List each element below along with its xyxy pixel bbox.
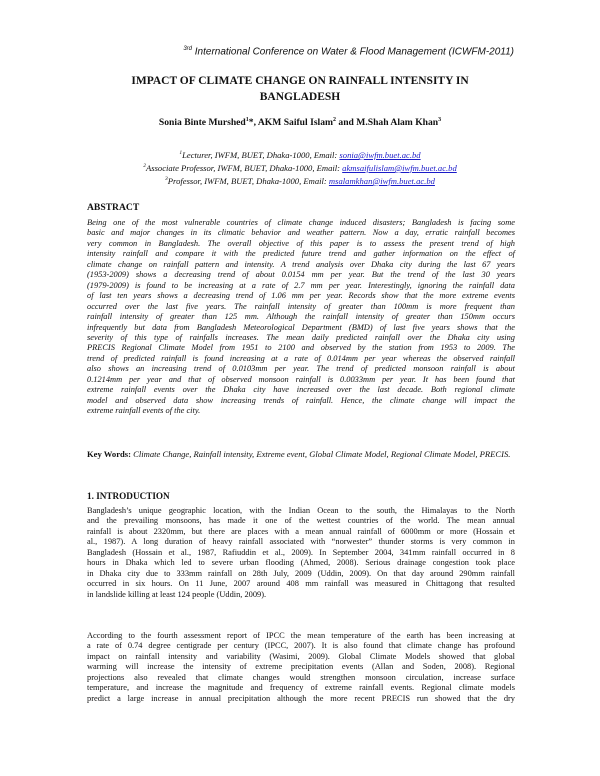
abstract-line: infrequently but data from Bangladesh Meteorological Department (BMD) of last five years shows that the xyxy=(87,322,515,332)
abstract-line: (1953-2009) shows a decreasing trend of about 0.0154 mm per year. But the trend of the last 30 years xyxy=(87,270,515,280)
intro-p1-line: al., 1987). A long duration of heavy rainfall associated with “norwester” thunder storms is very common in xyxy=(87,537,515,547)
intro-p2-line: According to the fourth assessment report of IPCC the mean temperature of the earth has been increasing at xyxy=(87,631,515,640)
abstract-heading: ABSTRACT xyxy=(87,202,140,213)
keywords-text: Climate Change, Rainfall intensity, Extreme event, Global Climate Model, Regional Climate Model, PRECIS. xyxy=(133,449,511,459)
intro-p1-line: occurred in six hours. On 11 June, 2007 around 408 mm rainfall was measured in Chittagong that resulted xyxy=(87,579,515,589)
affiliation-1 xyxy=(0,148,600,161)
author-2: AKM Saiful Islam xyxy=(257,117,334,129)
intro-p1-line: in Dhaka city due to 333mm rainfall on 28th July, 2009 (Uddin, 2009). On that day around 290mm rainfall xyxy=(87,568,515,578)
author-list xyxy=(0,117,600,128)
abstract-line: trend of predicted rainfall is found increasing at a rate of 0.014mm per year whereas the observed rainfall xyxy=(87,353,515,363)
email-link-2[interactable]: akmsaifulislam@iwfm.buet.ac.bd xyxy=(342,162,457,173)
intro-p1-line: Bangladesh’s unique geographic location, with the Indian Ocean to the south, the Himalayas to the North xyxy=(87,506,515,515)
intro-p1-line: Bangladesh (Hossain et al., 1987, Rafiuddin et al., 2009). In September 2004, 341mm rainfall occurred in 8 xyxy=(87,547,515,557)
author-3: M.Shah Alam Khan xyxy=(356,117,439,129)
author-1: Sonia Binte Murshed xyxy=(158,117,246,129)
affiliation-2-number: 2 xyxy=(143,162,146,169)
abstract-line: PRECIS Regional Climate Model from 1951 to 2100 and observed by the station from 1953 to 2009. The xyxy=(87,343,515,353)
author-separator-1: , xyxy=(253,117,258,129)
abstract-line: basic and major changes in its climatic behavior and weather pattern. Now a day, erratic rainfall becomes xyxy=(87,228,515,238)
abstract-line: severity of this type of rainfalls increases. The mean daily predicted rainfall over the Dhaka city using xyxy=(87,332,515,342)
keywords-label: Key Words: xyxy=(87,449,134,459)
title-line-2: BANGLADESH xyxy=(259,91,341,103)
affiliation-3-number: 3 xyxy=(165,175,168,182)
abstract-line: of last ten years shows a decreasing trend of 1.06 mm per year. Records show that the more extreme events xyxy=(87,291,515,301)
abstract-line: Being one of the most vulnerable countries of climate change induced disasters; Bangladesh is facing some xyxy=(87,218,515,227)
paper-title xyxy=(0,73,600,105)
intro-p2-line: temperature, and increase the magnitude and frequency of extreme rainfall events. Regional climate models xyxy=(87,683,515,693)
affiliation-3-text: Professor, IWFM, BUET, Dhaka-1000, Email: xyxy=(167,175,329,186)
abstract-line: rainfall intensity of greater than 125 mm. Although the rainfall intensity of greater than 150mm occurs xyxy=(87,312,515,322)
abstract-line: intensity rainfall and compare it with the predicted future trend and gather information on the effect of xyxy=(87,249,515,259)
intro-p2-line: impact on rainfall intensity and variability (Wasimi, 2009). Global Climate Models showed that global xyxy=(87,651,515,661)
author-2-affil: 2 xyxy=(333,117,337,123)
affiliation-2-text: Associate Professor, IWFM, BUET, Dhaka-1000, Email: xyxy=(145,162,343,173)
section-heading-introduction: 1. INTRODUCTION xyxy=(87,491,170,501)
intro-p1-line: hours in Dhaka which led to severe urban flooding (Ahmed, 2008). Serious drainage congestion took place xyxy=(87,558,515,568)
abstract-line: occurred over the last five years. The rainfall intensity of greater than 100mm is more frequent than xyxy=(87,301,515,311)
intro-paragraph-2 xyxy=(87,631,515,704)
intro-paragraph-1 xyxy=(87,506,515,600)
author-3-affil: 3 xyxy=(438,117,442,123)
conference-name: International Conference on Water & Flood Management (ICWFM-2011) xyxy=(191,46,514,58)
intro-p2-line: warming will increase the intensity of extreme precipitation events (Allan and Soden, 2008). Regional xyxy=(87,662,515,672)
affiliation-1-number: 1 xyxy=(179,150,183,156)
affiliation-3 xyxy=(0,174,600,187)
intro-p1-line: and the prevailing monsoons, has made it one of the wettest countries of the world. The mean annual xyxy=(87,516,515,526)
intro-p1-line: in landslide killing at least 124 people (Uddin, 2009). xyxy=(87,589,267,599)
affiliation-1-text: Lecturer, IWFM, BUET, Dhaka-1000, Email: xyxy=(182,149,340,160)
abstract-line: model and observed data show increasing trends of rainfall. Hence, the climate change will impact the xyxy=(87,395,515,405)
abstract-line: very common in Bangladesh. The overall objective of this paper is to assess the present trend of high xyxy=(87,238,515,248)
abstract-line: extreme rainfall events over the Dhaka city have increased over the last decade. Both regional climate xyxy=(87,385,515,395)
intro-p2-line: a rate of 0.74 degree centigrade per century (IPCC, 2007). It is also found that climate change has profound xyxy=(87,641,515,651)
title-line-1: IMPACT OF CLIMATE CHANGE ON RAINFALL INTENSITY IN xyxy=(131,75,469,87)
intro-p2-line: projections also revealed that climate changes would strengthen monsoon circulation, increase surface xyxy=(87,672,515,682)
abstract-line: also shows an increasing trend of 0.0103mm per year. The trend of predicted monsoon rainfall is about xyxy=(87,364,515,374)
email-link-1[interactable]: sonia@iwfm.buet.ac.bd xyxy=(339,149,421,160)
keywords xyxy=(87,449,515,460)
abstract-body xyxy=(87,218,515,417)
abstract-line: climate change on rainfall pattern and intensity. A trend analysis over Dhaka city during the last 67 years xyxy=(87,259,515,269)
conference-ordinal: 3rd xyxy=(183,46,192,52)
intro-p1-line: rainfall is about 2320mm, but there are places with a mean annual rainfall of 6000mm or more (Hossain et xyxy=(87,526,515,536)
author-1-affil: 1 xyxy=(245,117,249,123)
conference-header xyxy=(183,46,514,57)
affiliations xyxy=(0,148,600,187)
abstract-line: 0.1214mm per year and that of observed monsoon rainfall is 0.0033mm per year. It has been found that xyxy=(87,374,515,384)
corresponding-mark: * xyxy=(248,117,254,129)
email-link-3[interactable]: msalamkhan@iwfm.buet.ac.bd xyxy=(328,175,435,186)
abstract-line: extreme rainfall events of the city. xyxy=(87,406,201,416)
abstract-line: (1979-2009) is found to be increasing at a rate of 2.7 mm per year. Interestingly, ignoring the rainfall data xyxy=(87,280,515,290)
affiliation-2 xyxy=(0,161,600,174)
author-separator-2: and xyxy=(336,117,357,129)
intro-p2-line: predict a large increase in annual precipitation although the more recent PRECIS run showed that the dry xyxy=(87,693,515,703)
